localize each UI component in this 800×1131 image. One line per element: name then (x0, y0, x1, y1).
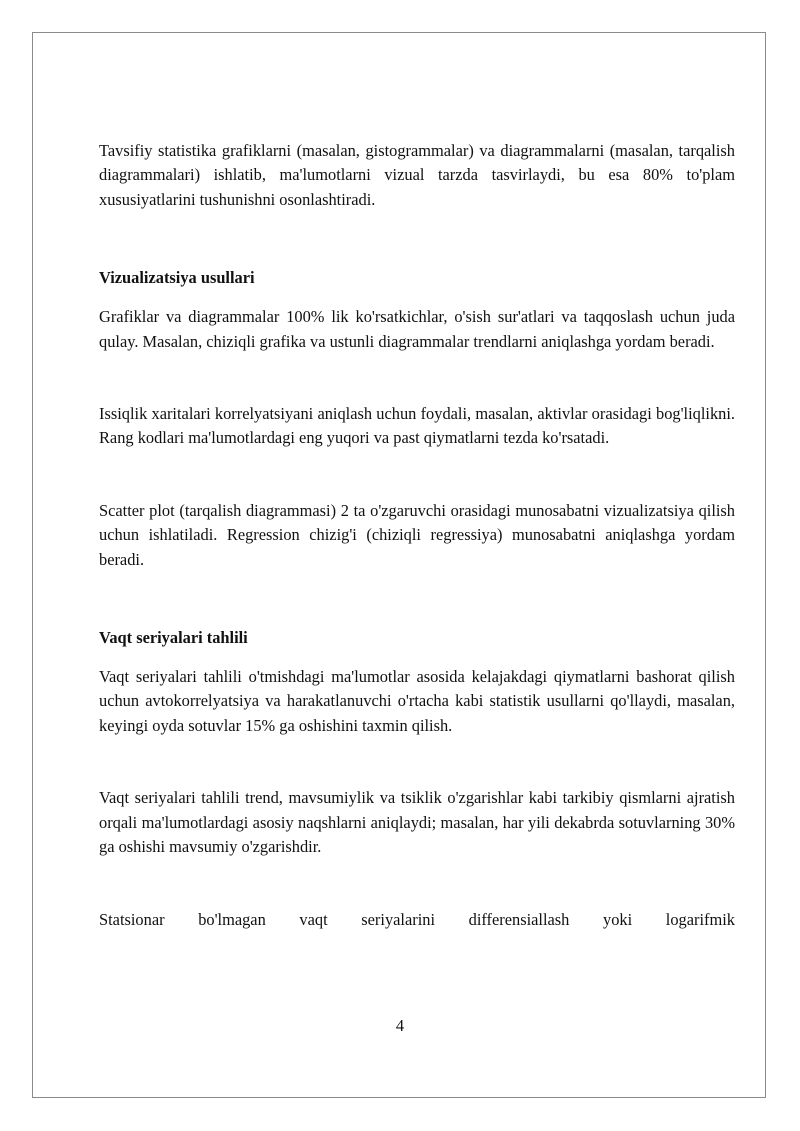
paragraph-continued: Statsionar bo'lmagan vaqt seriyalarini differensiallash yoki logarifmik (99, 909, 735, 929)
paragraph: Vaqt seriyalari tahlili o'tmishdagi ma'lumotlar asosida kelajakdagi qiymatlarni bashorat qilish uchun avtokorrelyatsiya va harakatlanuvchi o'rtacha kabi statistik usullarni qo'llaydi, masalan, keyingi oyda sotuvlar 15% ga oshishini taxmin qilish. (99, 667, 735, 735)
page-sheet (32, 32, 766, 1098)
section-heading-visualization: Vizualizatsiya usullari (99, 268, 255, 288)
section-heading-time-series: Vaqt seriyalari tahlili (99, 628, 248, 648)
paragraph: Issiqlik xaritalari korrelyatsiyani aniqlash uchun foydali, masalan, aktivlar orasidagi bog'liqlikni. Rang kodlari ma'lumotlardagi eng yuqori va past qiymatlarni tezda ko'rsatadi. (99, 404, 735, 448)
page-number: 4 (395, 1016, 405, 1035)
paragraph: Scatter plot (tarqalish diagrammasi) 2 ta o'zgaruvchi orasidagi munosabatni vizualizatsiya qilish uchun ishlatiladi. Regression chizig'i (chiziqli regressiya) munosabatni aniqlashga yordam beradi. (99, 500, 735, 569)
paragraph: Vaqt seriyalari tahlili trend, mavsumiylik va tsiklik o'zgarishlar kabi tarkibiy qismlarni ajratish orqali ma'lumotlardagi asosiy naqshlarni aniqlaydi; masalan, har yili dekabrda sotuvlarning 30% ga oshishi mavsumiy o'zgarishdir. (99, 788, 735, 857)
page-content (99, 139, 735, 932)
intro-paragraph: Tavsifiy statistika grafiklarni (masalan, gistogrammalar) va diagrammalarni (masalan, tarqalish diagrammalari) ishlatib, ma'lumotlarni vizual tarzda tasvirlaydi, bu esa 80% to'plam xususiyatlarini tushunishni osonlashtiradi. (99, 141, 735, 209)
paragraph: Grafiklar va diagrammalar 100% lik ko'rsatkichlar, o'sish sur'atlari va taqqoslash uchun juda qulay. Masalan, chiziqli grafika va ustunli diagrammalar trendlarni aniqlashga yordam beradi. (99, 307, 735, 351)
